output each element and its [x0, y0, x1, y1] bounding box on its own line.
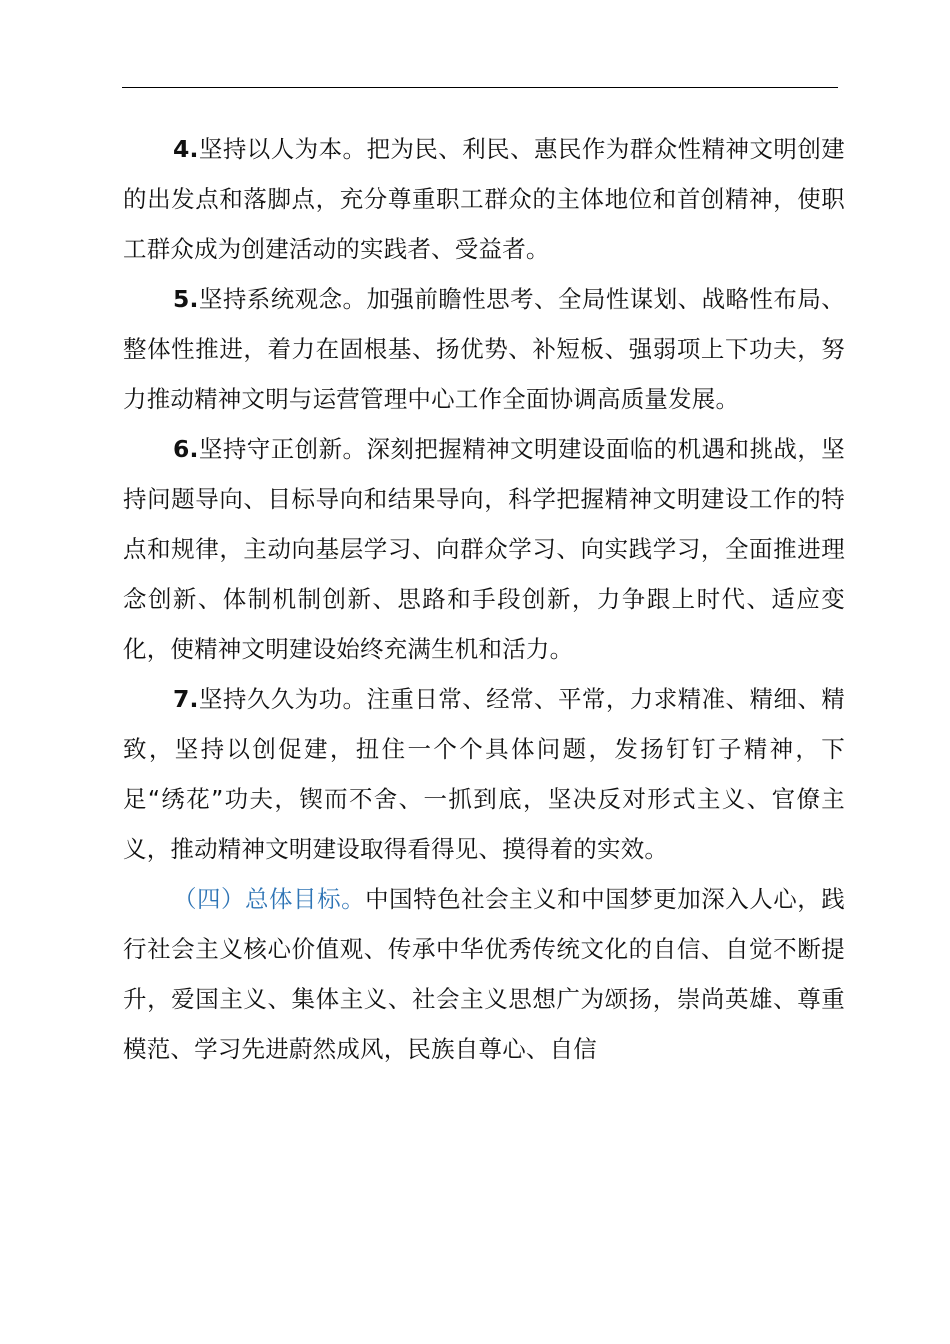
principle-number: 6.	[173, 435, 199, 463]
overall-goal-paragraph	[123, 874, 845, 1074]
header-rule	[122, 87, 838, 88]
principle-number: 7.	[173, 685, 199, 713]
section-heading: （四）总体目标。	[173, 885, 366, 913]
principle-text: 坚持守正创新。深刻把握精神文明建设面临的机遇和挑战，坚持问题导向、目标导向和结果导向，科学把握精神文明建设工作的特点和规律，主动向基层学习、向群众学习、向实践学习，全面推进理念创新、体制机制创新、思路和手段创新，力争跟上时代、适应变化，使精神文明建设始终充满生机和活力。	[123, 435, 845, 663]
principle-paragraph-7	[123, 674, 845, 874]
principle-text: 坚持系统观念。加强前瞻性思考、全局性谋划、战略性布局、整体性推进，着力在固根基、扬优势、补短板、强弱项上下功夫，努力推动精神文明与运营管理中心工作全面协调高质量发展。	[123, 285, 845, 413]
principle-text: 坚持久久为功。注重日常、经常、平常，力求精准、精细、精致，坚持以创促建，扭住一个个具体问题，发扬钉钉子精神，下足“绣花”功夫，锲而不舍、一抓到底，坚决反对形式主义、官僚主义，推动精神文明建设取得看得见、摸得着的实效。	[123, 685, 845, 863]
section-text: 中国特色社会主义和中国梦更加深入人心，践行社会主义核心价值观、传承中华优秀传统文化的自信、自觉不断提升，爱国主义、集体主义、社会主义思想广为颂扬，崇尚英雄、尊重模范、学习先进蔚然成风，民族自尊心、自信	[123, 885, 845, 1063]
principle-text: 坚持以人为本。把为民、利民、惠民作为群众性精神文明创建的出发点和落脚点，充分尊重职工群众的主体地位和首创精神，使职工群众成为创建活动的实践者、受益者。	[123, 135, 845, 263]
document-body	[123, 124, 845, 1074]
principle-paragraph-5	[123, 274, 845, 424]
principle-paragraph-6	[123, 424, 845, 674]
principle-number: 4.	[173, 135, 199, 163]
principle-number: 5.	[173, 285, 199, 313]
principle-paragraph-4	[123, 124, 845, 274]
